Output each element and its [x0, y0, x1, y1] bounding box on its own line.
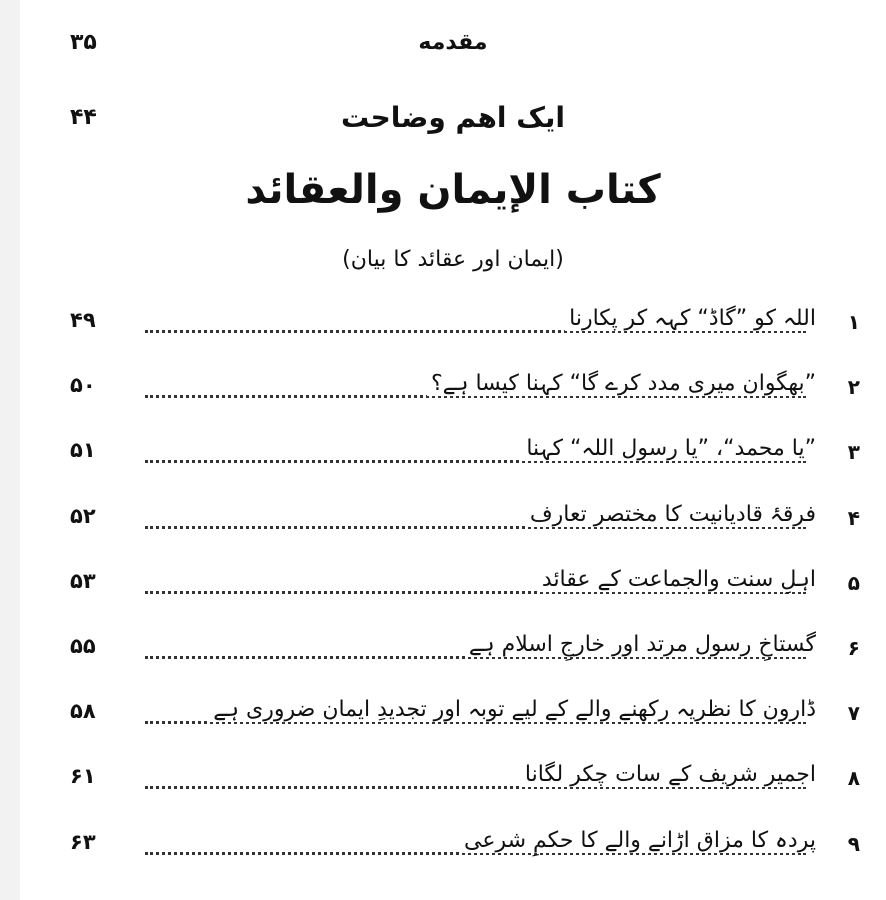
toc-number: ۳ — [847, 440, 860, 465]
front-matter-entry-muqaddima[interactable] — [20, 22, 886, 62]
book-title: كتاب الإيمان والعقائد — [245, 167, 661, 213]
entry-page-number: ۴۴ — [70, 104, 97, 130]
toc-page-number: ۵۰ — [70, 373, 96, 398]
toc-page-number: ۵۸ — [70, 699, 96, 724]
toc-title: اہلِ سنت والجماعت کے عقائد — [538, 567, 816, 592]
front-matter-entry-wazahat[interactable] — [20, 95, 886, 139]
toc-page-number: ۶۳ — [70, 829, 96, 854]
toc-title: ”بھگوان میری مدد کرے گا“ کہنا کیسا ہے؟ — [427, 371, 816, 396]
table-of-contents — [20, 296, 886, 883]
toc-row[interactable] — [20, 492, 886, 557]
toc-title: ”یا محمد“، ”یا رسول اللہ“ کہنا — [522, 436, 816, 461]
toc-number: ۸ — [847, 766, 860, 791]
toc-page-number: ۴۹ — [70, 308, 96, 332]
toc-row[interactable] — [20, 361, 886, 426]
toc-title: فرقۂ قادیانیت کا مختصر تعارف — [526, 502, 816, 527]
toc-title: اللہ کو ”گاڈ“ کہہ کر پکارنا — [565, 306, 816, 331]
toc-page-number: ۶۱ — [70, 764, 96, 789]
toc-row[interactable] — [20, 296, 886, 361]
toc-number: ۱ — [847, 310, 860, 334]
toc-row[interactable] — [20, 557, 886, 622]
entry-title: مقدمه — [418, 29, 488, 55]
toc-row[interactable] — [20, 818, 886, 883]
toc-title: ڈارون کا نظریہ رکھنے والے کے لیے توبہ اور تجدیدِ ایمان ضروری ہے — [209, 697, 816, 722]
toc-number: ۹ — [847, 831, 860, 856]
toc-row[interactable] — [20, 426, 886, 491]
document-page — [20, 0, 886, 900]
toc-title: اجمیر شریف کے سات چکر لگانا — [521, 762, 816, 787]
toc-number: ۵ — [847, 570, 860, 595]
entry-title: ایک اهم وضاحت — [340, 100, 566, 134]
toc-title: گستاخِ رسول مرتد اور خارجِ اسلام ہے — [465, 632, 816, 657]
toc-number: ۲ — [847, 375, 860, 400]
toc-page-number: ۵۵ — [70, 633, 96, 658]
toc-number: ۷ — [847, 701, 860, 726]
toc-title: پردہ کا مزاق اڑانے والے کا حکمِ شرعی — [460, 828, 816, 853]
toc-row[interactable] — [20, 752, 886, 817]
toc-number: ۶ — [847, 635, 860, 660]
toc-row[interactable] — [20, 622, 886, 687]
toc-page-number: ۵۱ — [70, 438, 96, 463]
entry-page-number: ۳۵ — [70, 29, 97, 55]
toc-number: ۴ — [847, 505, 860, 530]
toc-page-number: ۵۲ — [70, 503, 96, 528]
toc-page-number: ۵۳ — [70, 568, 96, 593]
book-subtitle: (ایمان اور عقائد کا بیان) — [342, 247, 564, 272]
toc-row[interactable] — [20, 687, 886, 752]
